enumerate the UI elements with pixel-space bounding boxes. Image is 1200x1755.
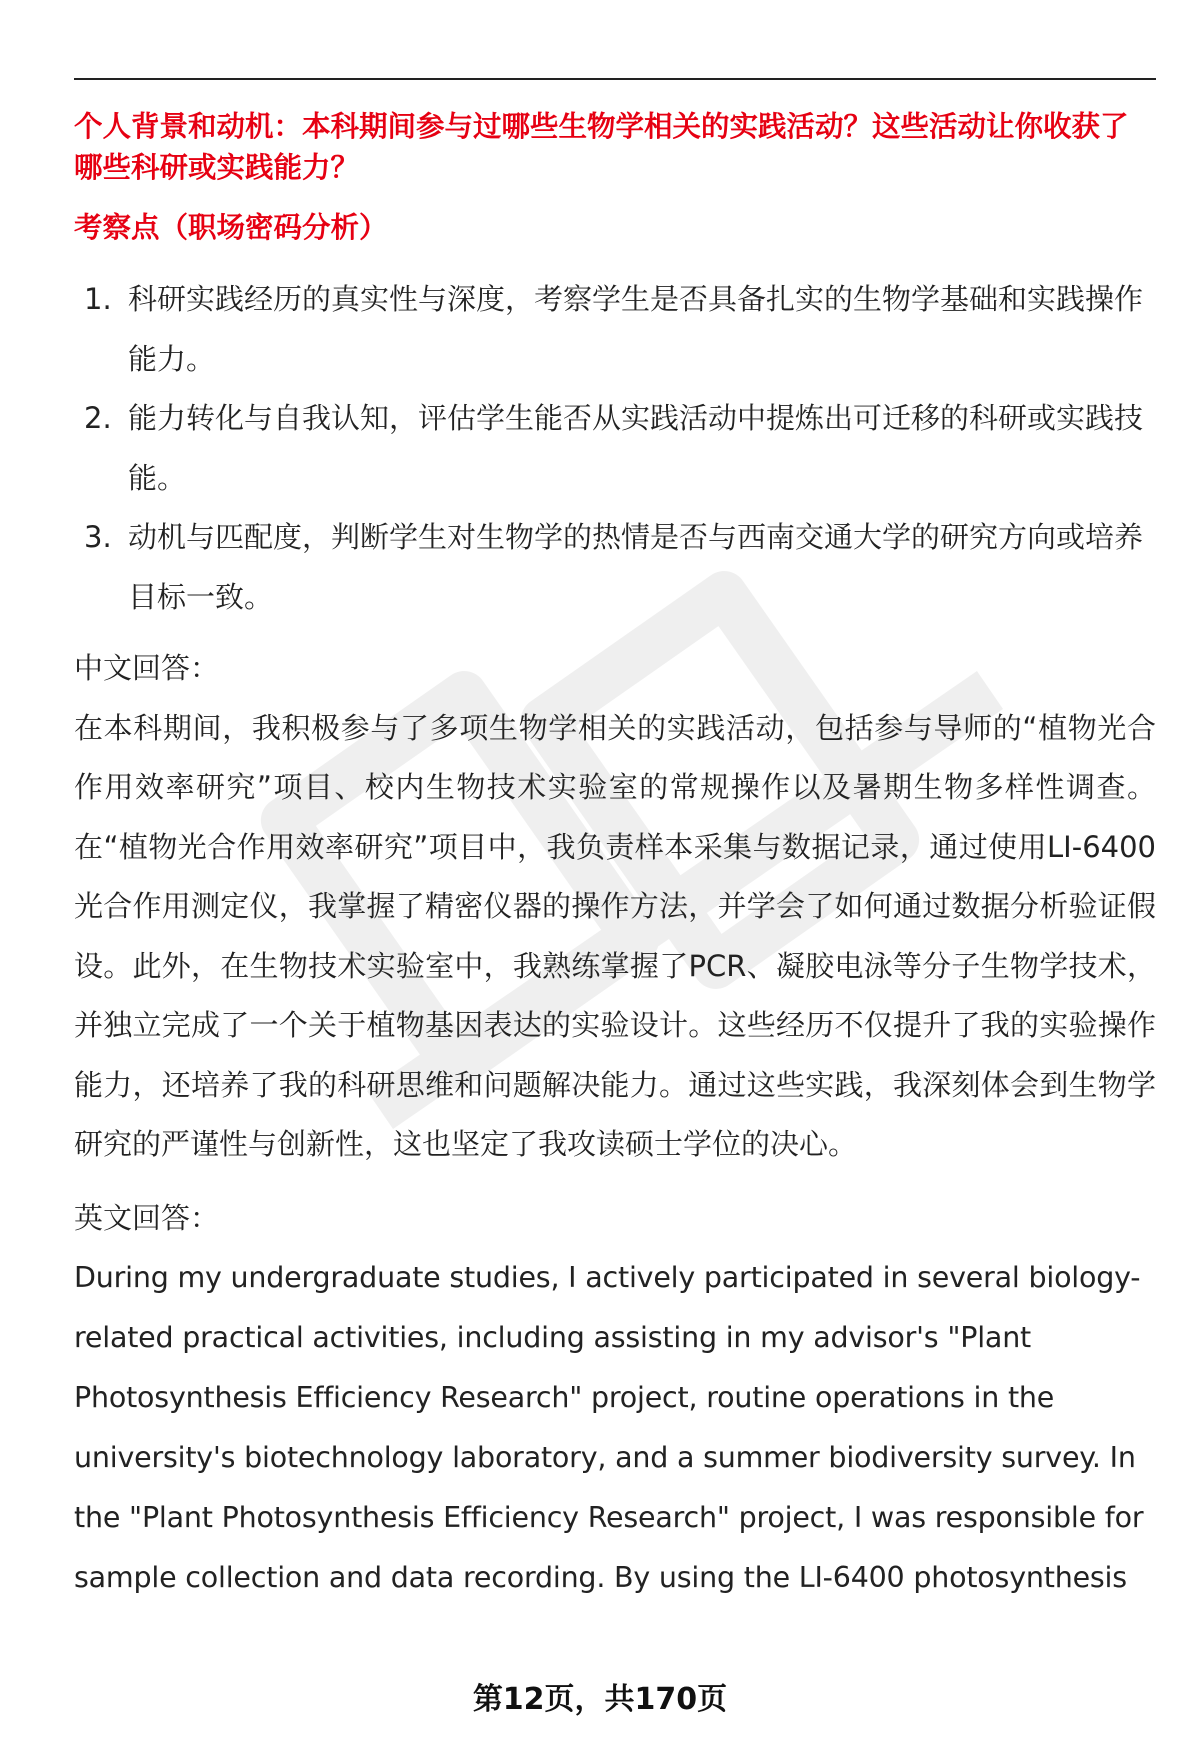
question-heading: 个人背景和动机：本科期间参与过哪些生物学相关的实践活动？这些活动让你收获了哪些科研或实践能力？ <box>74 110 1129 184</box>
list-item-text: 动机与匹配度，判断学生对生物学的热情是否与西南交通大学的研究方向或培养目标一致。 <box>128 520 1144 614</box>
list-item-text: 科研实践经历的真实性与深度，考察学生是否具备扎实的生物学基础和实践操作能力。 <box>128 282 1144 376</box>
list-number: 1. <box>84 282 112 316</box>
list-item <box>74 270 1156 389</box>
list-item <box>74 508 1156 627</box>
analysis-title: 考察点（职场密码分析） <box>74 211 388 244</box>
cn-answer-label: 中文回答： <box>74 651 220 685</box>
cn-answer-text: 在本科期间，我积极参与了多项生物学相关的实践活动，包括参与导师的“植物光合作用效率研究”项目、校内生物技术实验室的常规操作以及暑期生物多样性调查。在“植物光合作用效率研究”项目中，我负责样本采集与数据记录，通过使用LI-6400光合作用测定仪，我掌握了精密仪器的操作方法，并学会了如何通过数据分析验证假设。此外，在生物技术实验室中，我熟练掌握了PCR、凝胶电泳等分子生物学技术，并独立完成了一个关于植物基因表达的实验设计。这些经历不仅提升了我的实验操作能力，还培养了我的科研思维和问题解决能力。通过这些实践，我深刻体会到生物学研究的严谨性与创新性，这也坚定了我攻读硕士学位的决心。 <box>74 710 1156 1161</box>
top-divider <box>74 78 1156 80</box>
page-content <box>74 106 1156 1608</box>
list-number: 2. <box>84 401 112 435</box>
analysis-points-list <box>74 270 1156 627</box>
en-answer-text: During my undergraduate studies, I actively participated in several biology-related practical activities, including assisting in my advisor's "Plant Photosynthesis Efficiency Research" project, routine operations in the university's biotechnology laboratory, and a summer biodiversity survey. In the "Plant Photosynthesis Efficiency Research" project, I was responsible for sample collection and data recording. By using the LI-6400 photosynthesis <box>74 1261 1144 1594</box>
list-item <box>74 389 1156 508</box>
en-answer-label: 英文回答： <box>74 1200 220 1235</box>
page-number-footer: 第12页，共170页 <box>472 1682 728 1717</box>
list-item-text: 能力转化与自我认知，评估学生能否从实践活动中提炼出可迁移的科研或实践技能。 <box>128 401 1144 495</box>
list-number: 3. <box>84 520 112 554</box>
